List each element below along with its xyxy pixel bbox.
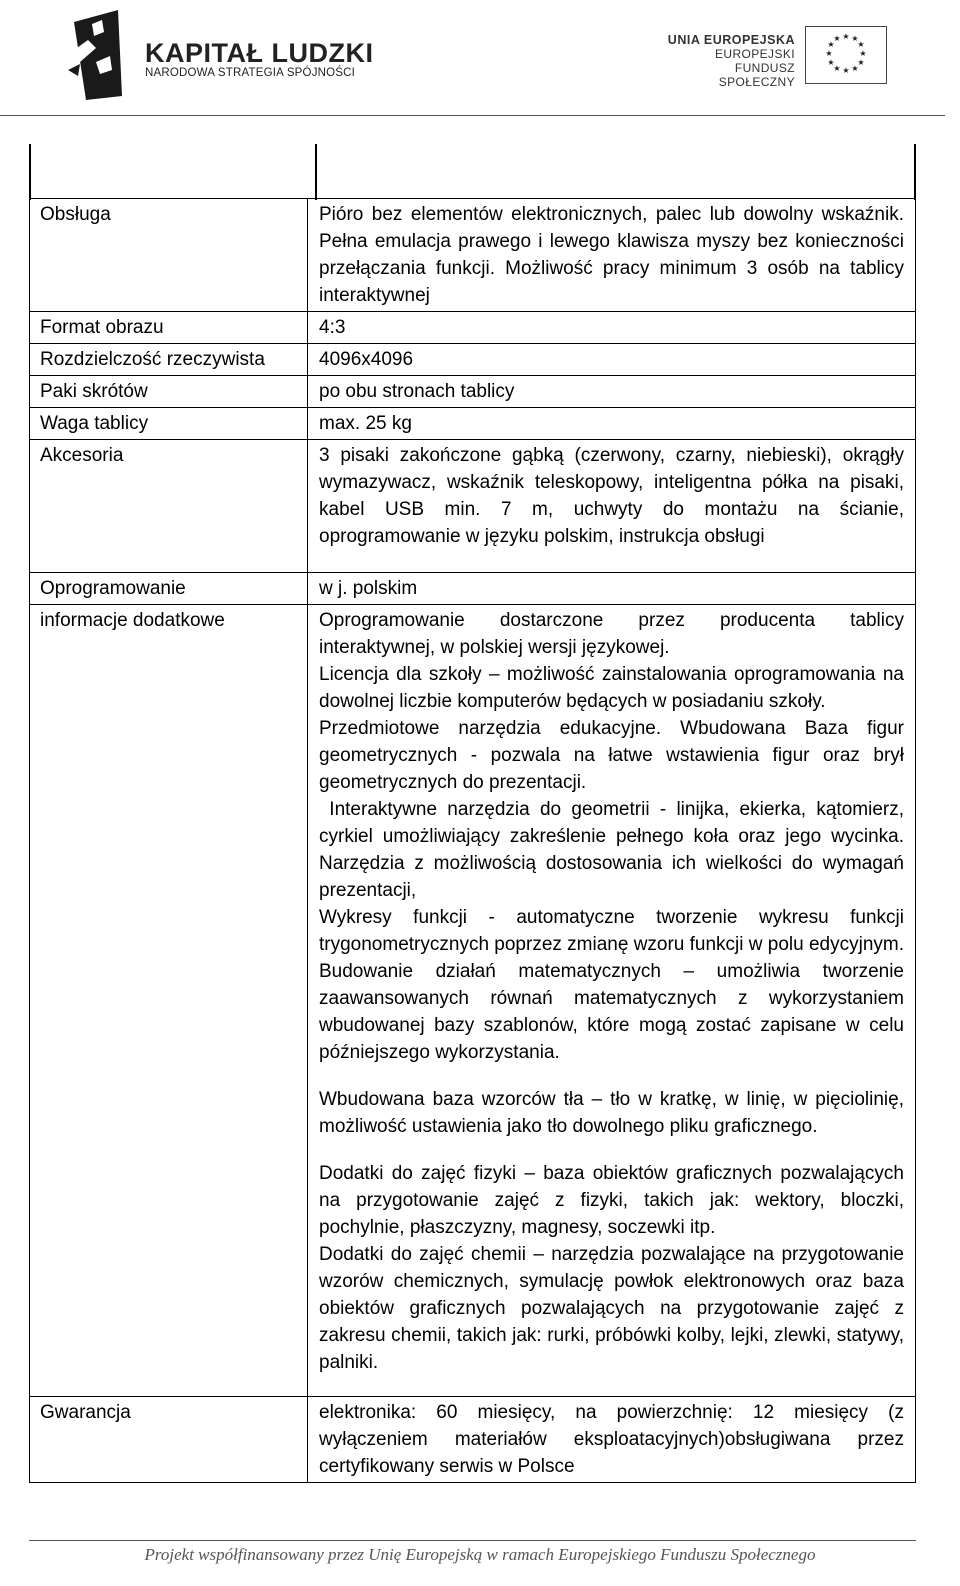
value-text: Licencja dla szkoły – możliwość zainstalowania oprogramowania na dowolnej liczbie komputerów będących w posiadaniu szkoły. bbox=[319, 664, 904, 712]
value-text: 3 pisaki zakończone gąbką (czerwony, czarny, niebieski), okrągły wymazywacz, wskaźnik teleskopowy, inteligentna półka na pisaki, kabel USB min. 7 m, uchwyty do montażu na ścianie, oprogramowanie w języku polskim, instrukcja obsługi bbox=[319, 445, 904, 547]
value-text: 4:3 bbox=[319, 317, 346, 338]
value-text: Przedmiotowe narzędzia edukacyjne. Wbudowana Baza figur geometrycznych - pozwala na łatwe wstawienia figur oraz brył geometrycznych do prezentacji. bbox=[319, 718, 904, 793]
row-value bbox=[308, 605, 915, 1396]
value-text: Oprogramowanie dostarczone przez producenta tablicy interaktywnej, w polskiej wersji językowej. bbox=[319, 610, 904, 658]
svg-text:★: ★ bbox=[859, 49, 867, 58]
row-value bbox=[308, 344, 915, 375]
table-row-additional-info bbox=[30, 604, 915, 1396]
table-row-warranty bbox=[30, 1396, 915, 1482]
row-label: Akcesoria bbox=[30, 440, 308, 572]
row-value bbox=[308, 440, 915, 572]
table-row-resolution bbox=[30, 343, 915, 375]
value-text: Budowanie działań matematycznych – umożliwia tworzenie zaawansowanych równań matematycznych z wykorzystaniem wbudowanej bazy szablonów, które mogą zostać zapisane w celu późniejszego wykorzystania. bbox=[319, 961, 904, 1063]
value-text: w j. polskim bbox=[319, 578, 418, 599]
value-text: elektronika: 60 miesięcy, na powierzchnię: 12 miesięcy (z wyłączeniem materiałów eksploatacyjnych)obsługiwana przez certyfikowany serwis w Polsce bbox=[319, 1402, 904, 1477]
value-text: Dodatki do zajęć chemii – narzędzia pozwalające na przygotowanie wzorów chemicznych, symulację powłok elektronowych oraz baza obiektów graficznych pozwalających na przygotowanie zajęć z zakresu chemii, takich jak: rurki, próbówki kolby, lejki, zlewki, statywy, palniki. bbox=[319, 1244, 904, 1373]
row-value bbox=[308, 199, 915, 311]
svg-text:★: ★ bbox=[833, 34, 841, 43]
kapital-ludzki-logo-icon bbox=[66, 10, 126, 100]
eu-label-line3: FUNDUSZ SPOŁECZNY bbox=[718, 61, 795, 89]
svg-text:★: ★ bbox=[827, 40, 835, 49]
row-value bbox=[308, 408, 915, 439]
row-value bbox=[308, 1397, 915, 1482]
svg-text:★: ★ bbox=[827, 58, 835, 67]
page-header bbox=[0, 0, 960, 118]
eu-label bbox=[660, 33, 795, 89]
value-text: Wykresy funkcji - automatyczne tworzenie wykresu funkcji trygonometrycznych poprzez zmianę wzoru funkcji w polu edycyjnym. bbox=[319, 907, 905, 955]
row-value bbox=[308, 376, 915, 407]
footer-text: Projekt współfinansowany przez Unię Europejską w ramach Europejskiego Funduszu Społecznego bbox=[144, 1545, 816, 1564]
svg-text:★: ★ bbox=[857, 58, 865, 67]
row-value bbox=[308, 573, 915, 604]
row-label: Oprogramowanie bbox=[30, 573, 308, 604]
svg-text:★: ★ bbox=[825, 49, 833, 58]
row-label: Format obrazu bbox=[30, 312, 308, 343]
table-continuation bbox=[29, 144, 916, 200]
value-text: Interaktywne narzędzia do geometrii - linijka, ekierka, kątomierz, cyrkiel umożliwiający zakreślenie pełnego koła oraz jego wycinka. Narzędzia z możliwością dostosowania ich wielkości do wymagań prezentacji, bbox=[319, 799, 910, 901]
svg-text:★: ★ bbox=[833, 64, 841, 73]
value-text: Wbudowana baza wzorców tła – tło w kratkę, w linię, w pięciolinię, możliwość ustawienia jako tło dowolnego pliku graficznego. bbox=[319, 1089, 904, 1137]
row-label: Rozdzielczość rzeczywista bbox=[30, 344, 308, 375]
table-row-format bbox=[30, 311, 915, 343]
table-row-weight bbox=[30, 407, 915, 439]
value-text: po obu stronach tablicy bbox=[319, 381, 515, 402]
value-text: max. 25 kg bbox=[319, 413, 412, 434]
value-text: 4096x4096 bbox=[319, 349, 414, 370]
row-label: Obsługa bbox=[30, 199, 308, 311]
table-row-software bbox=[30, 572, 915, 604]
table-row-shortcuts bbox=[30, 375, 915, 407]
eu-flag-icon bbox=[805, 26, 887, 84]
kapital-ludzki-subtitle: NARODOWA STRATEGIA SPÓJNOŚCI bbox=[145, 67, 356, 79]
row-label: Waga tablicy bbox=[30, 408, 308, 439]
svg-text:★: ★ bbox=[842, 32, 850, 41]
header-divider bbox=[0, 115, 945, 116]
row-label: Paki skrótów bbox=[30, 376, 308, 407]
svg-text:★: ★ bbox=[851, 64, 859, 73]
eu-label-line1: UNIA EUROPEJSKA bbox=[667, 33, 795, 47]
svg-text:★: ★ bbox=[851, 34, 859, 43]
eu-label-line2: EUROPEJSKI bbox=[714, 47, 795, 61]
svg-text:★: ★ bbox=[842, 66, 850, 75]
table-row-accessories bbox=[30, 439, 915, 572]
row-label: Gwarancja bbox=[30, 1397, 308, 1482]
row-value bbox=[308, 312, 915, 343]
table-row-obsluga bbox=[30, 199, 915, 311]
value-text: Dodatki do zajęć fizyki – baza obiektów graficznych pozwalających na przygotowanie zajęć z fizyki, takich jak: wektory, bloczki, pochylnie, płaszczyzny, magnesy, soczewki itp. bbox=[319, 1163, 904, 1238]
row-label: informacje dodatkowe bbox=[30, 605, 308, 1396]
kapital-ludzki-title: KAPITAŁ LUDZKI bbox=[145, 38, 374, 68]
footer-divider bbox=[29, 1540, 916, 1541]
value-text: Pióro bez elementów elektronicznych, palec lub dowolny wskaźnik. Pełna emulacja prawego i lewego klawisza myszy bez konieczności przełączania funkcji. Możliwość pracy minimum 3 osób na tablicy interaktywnej bbox=[319, 204, 904, 306]
spec-table bbox=[29, 198, 916, 1483]
svg-text:★: ★ bbox=[857, 40, 865, 49]
